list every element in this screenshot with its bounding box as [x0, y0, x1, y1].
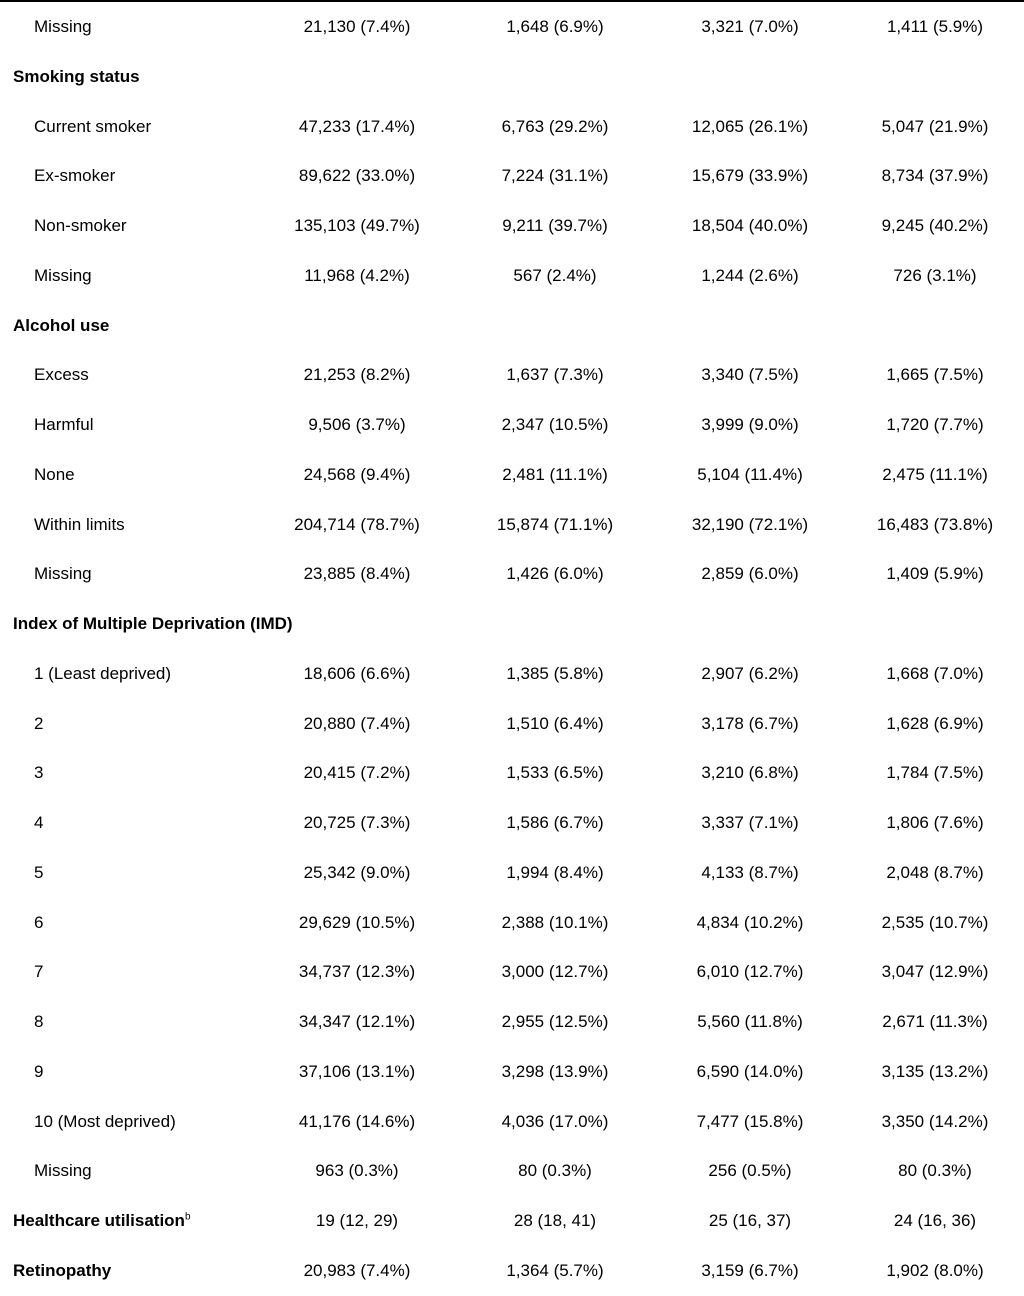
table-cell-col-4: 1,806 (7.6%)	[886, 813, 984, 832]
table-cell-col-2: 567 (2.4%)	[513, 265, 597, 285]
table-cell-col-1: 20,725 (7.3%)	[303, 813, 411, 832]
row-label-text: 8	[34, 1012, 44, 1031]
row-label	[34, 400, 94, 450]
row-label-text: Within limits	[34, 514, 125, 534]
row-label-text: Missing	[34, 564, 92, 584]
table-cell-col-4: 1,668 (7.0%)	[886, 663, 984, 683]
row-label	[34, 500, 125, 550]
table-cell-col-3: 25 (16, 37)	[708, 1211, 792, 1230]
table-cell-col-3: 2,859 (6.0%)	[701, 564, 799, 584]
table-cell-col-1: 18,606 (6.6%)	[303, 663, 411, 683]
row-label-text: Harmful	[34, 415, 94, 434]
row-label-text: Excess	[34, 365, 89, 385]
table-cell-col-4: 3,047 (12.9%)	[881, 962, 989, 982]
table-row	[0, 549, 1024, 599]
table-cell-col-1: 9,506 (3.7%)	[308, 415, 406, 434]
table-cell-col-3: 3,159 (6.7%)	[701, 1260, 799, 1280]
table-cell-col-3: 3,337 (7.1%)	[701, 813, 799, 832]
table-cell-col-4: 2,535 (10.7%)	[881, 912, 989, 932]
table-cell-col-4: 2,671 (11.3%)	[882, 1012, 988, 1031]
table-cell-col-3: 3,340 (7.5%)	[701, 365, 799, 385]
row-label-text: 3	[34, 763, 44, 783]
table-cell-col-1: 19 (12, 29)	[315, 1211, 399, 1230]
table-cell-col-3: 3,321 (7.0%)	[701, 17, 799, 36]
table-cell-col-4: 3,350 (14.2%)	[881, 1111, 989, 1131]
row-label	[34, 748, 43, 798]
table-cell-col-2: 80 (0.3%)	[518, 1161, 592, 1181]
section-header-row	[0, 599, 1024, 649]
table-cell-col-2: 15,874 (71.1%)	[496, 514, 614, 534]
table-cell-col-1: 89,622 (33.0%)	[298, 166, 416, 186]
table-row	[0, 450, 1024, 500]
table-cell-col-3: 1,244 (2.6%)	[701, 265, 799, 285]
table-row	[0, 251, 1024, 301]
table-row	[0, 798, 1024, 848]
row-label	[34, 997, 43, 1047]
table-cell-col-4: 24 (16, 36)	[893, 1211, 977, 1230]
table-row	[0, 201, 1024, 251]
table-cell-col-1: 963 (0.3%)	[315, 1161, 399, 1181]
table-cell-col-4: 5,047 (21.9%)	[881, 116, 989, 136]
row-label-text: Missing	[34, 1161, 92, 1181]
table-cell-col-2: 1,426 (6.0%)	[506, 564, 604, 584]
table-cell-col-2: 1,637 (7.3%)	[506, 365, 604, 385]
data-table	[0, 2, 1024, 1296]
table-cell-col-2: 2,388 (10.1%)	[501, 912, 609, 932]
table-cell-col-1: 34,347 (12.1%)	[298, 1012, 416, 1031]
table-cell-col-3: 7,477 (15.8%)	[696, 1111, 804, 1131]
section-header-row	[0, 1246, 1024, 1296]
row-label	[34, 848, 43, 898]
row-label	[34, 350, 89, 400]
table-cell-col-2: 6,763 (29.2%)	[501, 116, 609, 136]
table-cell-col-1: 29,629 (10.5%)	[298, 912, 416, 932]
table-cell-col-3: 2,907 (6.2%)	[701, 663, 799, 683]
row-label	[34, 649, 171, 699]
table-row	[0, 1097, 1024, 1147]
table-cell-col-4: 1,665 (7.5%)	[886, 365, 984, 385]
table-row	[0, 102, 1024, 152]
row-label	[34, 151, 115, 201]
section-label	[13, 599, 293, 649]
row-label	[34, 1097, 176, 1147]
table-cell-col-1: 41,176 (14.6%)	[298, 1111, 416, 1131]
section-label	[13, 1246, 111, 1296]
table-row	[0, 997, 1024, 1047]
table-cell-col-2: 4,036 (17.0%)	[501, 1111, 609, 1131]
table-cell-col-4: 726 (3.1%)	[893, 265, 977, 285]
table-row	[0, 699, 1024, 749]
table-cell-col-2: 1,364 (5.7%)	[506, 1260, 604, 1280]
table-cell-col-3: 256 (0.5%)	[708, 1161, 792, 1181]
row-label-text: Healthcare utilisation	[13, 1211, 185, 1230]
table-cell-col-1: 23,885 (8.4%)	[303, 564, 411, 584]
row-label-text: 5	[34, 862, 44, 882]
table-cell-col-3: 3,178 (6.7%)	[701, 713, 799, 733]
row-label	[34, 102, 151, 152]
table-cell-col-2: 1,385 (5.8%)	[506, 663, 604, 683]
row-label	[34, 1146, 92, 1196]
table-row	[0, 350, 1024, 400]
row-label-text: Non-smoker	[34, 216, 127, 235]
table-cell-col-1: 21,130 (7.4%)	[303, 17, 411, 36]
table-cell-col-2: 1,994 (8.4%)	[506, 862, 604, 882]
table-cell-col-2: 1,648 (6.9%)	[506, 17, 604, 36]
table-cell-col-3: 5,104 (11.4%)	[697, 464, 803, 484]
table-cell-col-4: 80 (0.3%)	[898, 1161, 972, 1181]
row-label-text: 10 (Most deprived)	[34, 1111, 176, 1131]
table-cell-col-3: 5,560 (11.8%)	[697, 1012, 803, 1031]
table-row	[0, 848, 1024, 898]
table-row	[0, 898, 1024, 948]
table-cell-col-4: 9,245 (40.2%)	[881, 216, 989, 235]
row-label	[34, 251, 92, 301]
section-label	[13, 52, 140, 102]
table-cell-col-2: 1,586 (6.7%)	[506, 813, 604, 832]
table-cell-col-2: 3,298 (13.9%)	[501, 1061, 609, 1081]
row-label	[34, 898, 43, 948]
table-row	[0, 151, 1024, 201]
table-cell-col-4: 1,902 (8.0%)	[886, 1260, 984, 1280]
footnote-marker: b	[184, 1211, 191, 1223]
row-label	[34, 1047, 43, 1097]
table-row	[0, 748, 1024, 798]
table-cell-col-4: 1,411 (5.9%)	[886, 17, 984, 36]
table-cell-col-1: 47,233 (17.4%)	[298, 116, 416, 136]
table-cell-col-2: 28 (18, 41)	[513, 1211, 597, 1230]
row-label-text: Missing	[34, 17, 92, 36]
table-row	[0, 1146, 1024, 1196]
row-label-text: Alcohol use	[13, 315, 110, 335]
row-label-text: 7	[34, 962, 44, 982]
table-cell-col-1: 25,342 (9.0%)	[303, 862, 411, 882]
table-cell-col-3: 18,504 (40.0%)	[691, 216, 809, 235]
table-cell-col-2: 3,000 (12.7%)	[501, 962, 609, 982]
table-cell-col-3: 6,590 (14.0%)	[696, 1061, 804, 1081]
row-label-text: Index of Multiple Deprivation (IMD)	[13, 614, 293, 633]
row-label	[34, 549, 92, 599]
row-label	[34, 699, 43, 749]
table-cell-col-2: 1,533 (6.5%)	[506, 763, 604, 783]
table-cell-col-4: 16,483 (73.8%)	[876, 514, 994, 534]
row-label-text: Current smoker	[34, 116, 152, 136]
table-row	[0, 1047, 1024, 1097]
table-cell-col-1: 24,568 (9.4%)	[303, 464, 411, 484]
table-cell-col-4: 1,784 (7.5%)	[886, 763, 984, 783]
table-row	[0, 500, 1024, 550]
table-cell-col-3: 6,010 (12.7%)	[696, 962, 804, 982]
row-label	[34, 947, 43, 997]
row-label-text: 4	[34, 813, 44, 832]
table-cell-col-1: 204,714 (78.7%)	[294, 514, 420, 534]
table-cell-col-2: 2,955 (12.5%)	[501, 1012, 609, 1031]
row-label-text: Retinopathy	[13, 1260, 112, 1280]
section-header-row	[0, 301, 1024, 351]
table-cell-col-2: 9,211 (39.7%)	[502, 216, 608, 235]
table-cell-col-1: 21,253 (8.2%)	[303, 365, 411, 385]
row-label-text: Ex-smoker	[34, 166, 116, 186]
table-cell-col-4: 1,720 (7.7%)	[886, 415, 984, 434]
row-label	[34, 798, 43, 848]
table-cell-col-1: 20,983 (7.4%)	[303, 1260, 411, 1280]
table-cell-col-1: 20,415 (7.2%)	[303, 763, 411, 783]
row-label-text: Missing	[34, 265, 92, 285]
table-cell-col-2: 1,510 (6.4%)	[506, 713, 604, 733]
table-cell-col-4: 2,475 (11.1%)	[882, 464, 988, 484]
table-cell-col-3: 3,210 (6.8%)	[701, 763, 799, 783]
row-label-text: None	[34, 464, 75, 484]
table-cell-col-1: 135,103 (49.7%)	[294, 216, 420, 235]
section-header-row	[0, 52, 1024, 102]
row-label	[34, 201, 127, 251]
table-cell-col-3: 4,834 (10.2%)	[696, 912, 804, 932]
table-cell-col-1: 20,880 (7.4%)	[303, 713, 411, 733]
table-cell-col-4: 1,409 (5.9%)	[886, 564, 984, 584]
table-row	[0, 2, 1024, 52]
row-label-text: 6	[34, 912, 44, 932]
section-label	[13, 1196, 191, 1246]
table-cell-col-2: 7,224 (31.1%)	[501, 166, 609, 186]
table-cell-col-1: 11,968 (4.2%)	[304, 265, 410, 285]
table-cell-col-2: 2,481 (11.1%)	[502, 464, 608, 484]
row-label-text: Smoking status	[13, 66, 140, 86]
section-label	[13, 301, 109, 351]
table-cell-col-4: 3,135 (13.2%)	[881, 1061, 989, 1081]
table-cell-col-3: 15,679 (33.9%)	[691, 166, 809, 186]
table-row	[0, 400, 1024, 450]
table-cell-col-4: 8,734 (37.9%)	[881, 166, 989, 186]
table-cell-col-2: 2,347 (10.5%)	[501, 415, 609, 434]
table-cell-col-4: 1,628 (6.9%)	[886, 713, 984, 733]
table-row	[0, 947, 1024, 997]
table-cell-col-3: 3,999 (9.0%)	[701, 415, 799, 434]
row-label-text: 2	[34, 713, 44, 733]
table-row	[0, 649, 1024, 699]
table-cell-col-1: 34,737 (12.3%)	[298, 962, 416, 982]
table-cell-col-3: 4,133 (8.7%)	[701, 862, 799, 882]
table-cell-col-4: 2,048 (8.7%)	[886, 862, 984, 882]
row-label-text: 9	[34, 1061, 44, 1081]
table-cell-col-3: 12,065 (26.1%)	[691, 116, 809, 136]
table-cell-col-3: 32,190 (72.1%)	[691, 514, 809, 534]
table-cell-col-1: 37,106 (13.1%)	[298, 1061, 416, 1081]
section-header-row	[0, 1196, 1024, 1246]
row-label-text: 1 (Least deprived)	[34, 663, 172, 683]
row-label	[34, 2, 92, 52]
row-label	[34, 450, 75, 500]
